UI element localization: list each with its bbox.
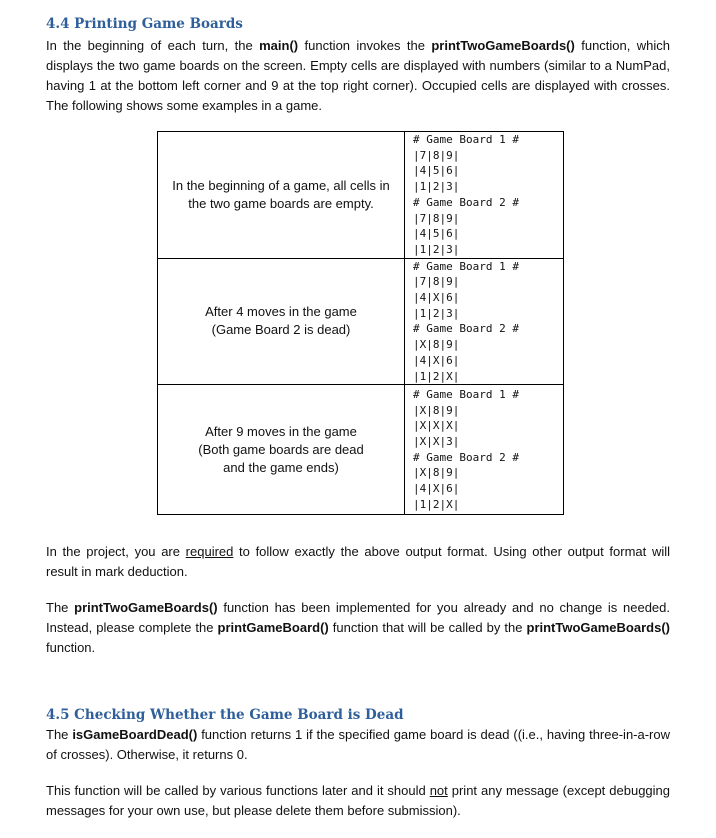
example-description: After 9 moves in the game (Both game boards are dead and the game ends) [158, 385, 405, 515]
example-description: In the beginning of a game, all cells in the two game boards are empty. [158, 132, 405, 259]
section-heading-4-4: 4.4 Printing Game Boards [46, 16, 243, 32]
example-output: # Game Board 1 # |X|8|9| |X|X|X| |X|X|3| # Game Board 2 # |X|8|9| |4|X|6| |1|2|X| [405, 385, 564, 515]
examples-table [157, 131, 564, 515]
section-heading-4-5: 4.5 Checking Whether the Game Board is Dead [46, 707, 404, 723]
example-output: # Game Board 1 # |7|8|9| |4|5|6| |1|2|3| # Game Board 2 # |7|8|9| |4|5|6| |1|2|3| [405, 132, 564, 259]
format-paragraph: In the project, you are required to follow exactly the above output format. Using other output format will result in mark deduction. [46, 544, 670, 579]
example-row [158, 132, 564, 259]
intro-paragraph: In the beginning of each turn, the main() function invokes the printTwoGameBoards() function, which displays the two game boards on the screen. Empty cells are displayed with numbers (similar to a NumPad, having 1 at the bottom left corner and 9 at the top right corner). Occupied cells are displayed with crosses. The following shows some examples in a game. [46, 38, 670, 113]
example-row [158, 258, 564, 385]
example-output: # Game Board 1 # |7|8|9| |4|X|6| |1|2|3| # Game Board 2 # |X|8|9| |4|X|6| |1|2|X| [405, 258, 564, 385]
implementation-paragraph: The printTwoGameBoards() function has been implemented for you already and no change is needed. Instead, please complete the printGameBoard() function that will be called by the printTwoGameBoards() function. [46, 600, 670, 655]
no-print-paragraph: This function will be called by various functions later and it should not print any message (except debugging messages for your own use, but please delete them before submission). [46, 783, 670, 818]
dead-board-paragraph: The isGameBoardDead() function returns 1 if the specified game board is dead ((i.e., having three-in-a-row of crosses). Otherwise, it returns 0. [46, 727, 671, 762]
example-row [158, 385, 564, 515]
example-description: After 4 moves in the game (Game Board 2 is dead) [158, 258, 405, 385]
